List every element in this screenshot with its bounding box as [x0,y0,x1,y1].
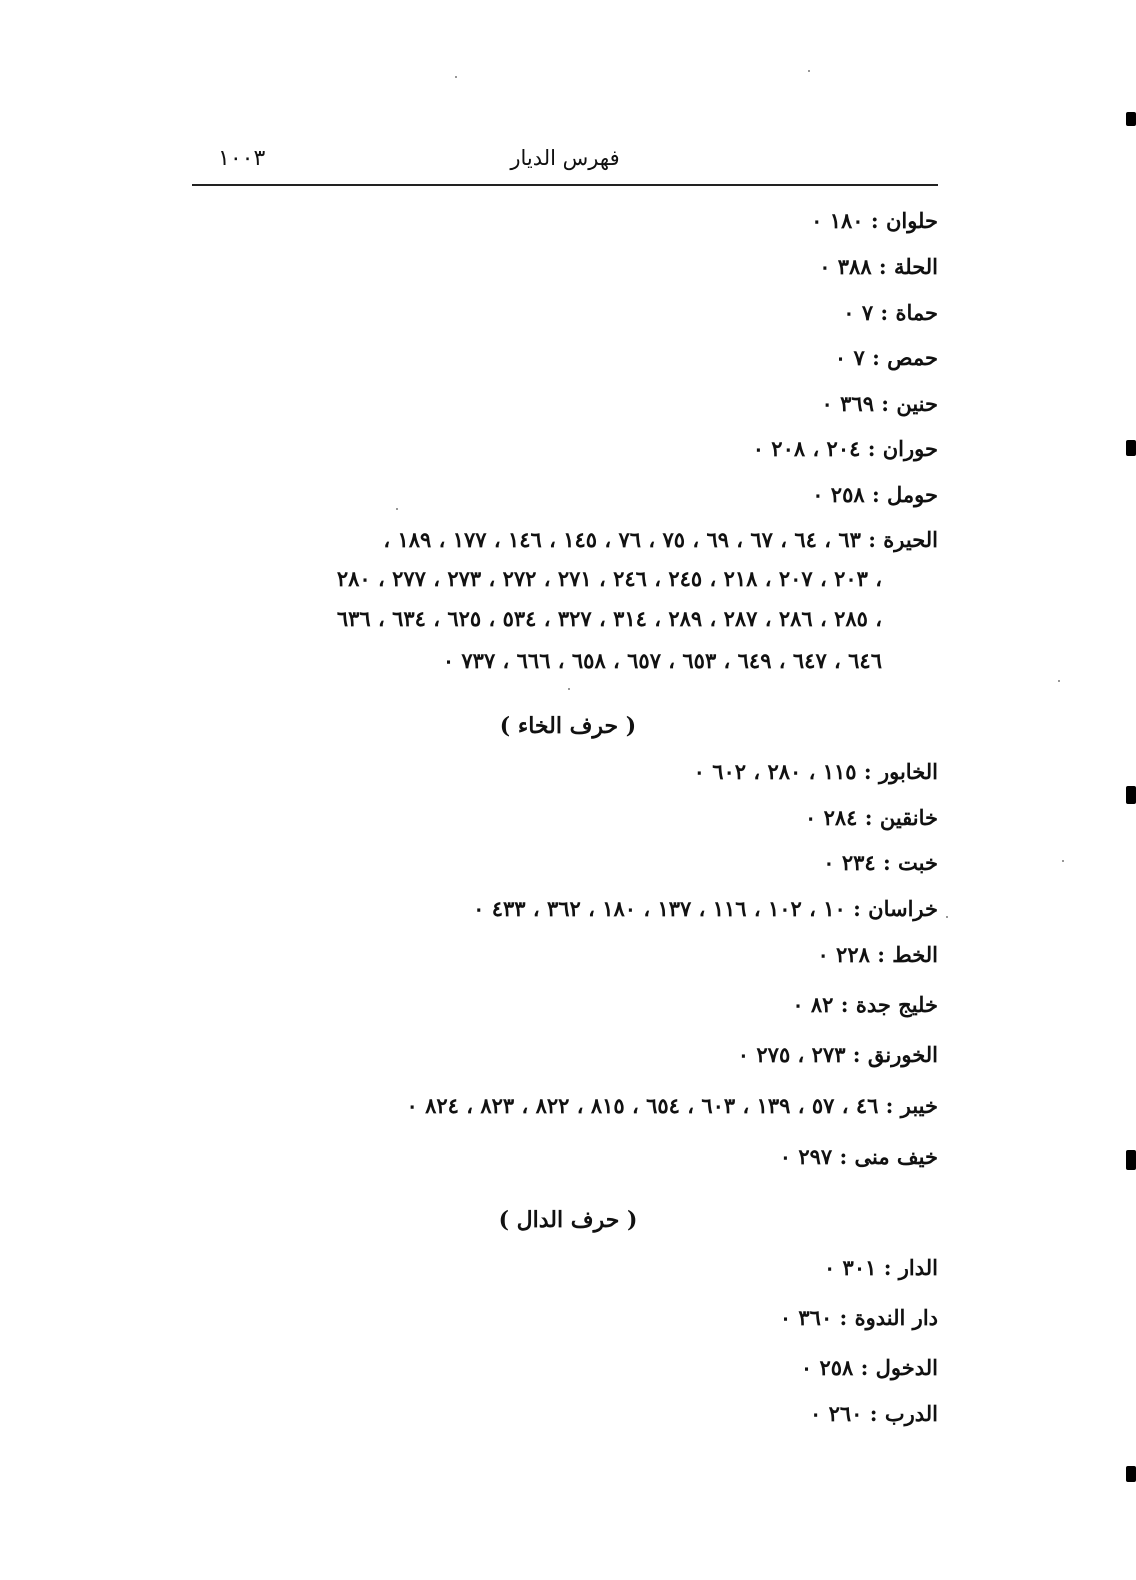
index-entry: خراسان : ١٠ ، ١٠٢ ، ١١٦ ، ١٣٧ ، ١٨٠ ، ٣٦٢ ، ٤٣٣ ٠ [473,896,938,921]
running-title: فهرس الديار [510,146,620,170]
index-entry: خيف منى : ٢٩٧ ٠ [779,1144,938,1169]
scan-edge-mark [1126,440,1136,456]
index-entry: الخورنق : ٢٧٣ ، ٢٧٥ ٠ [737,1042,938,1067]
scan-edge-mark [1126,1150,1136,1170]
index-entry: الحيرة : ٦٣ ، ٦٤ ، ٦٧ ، ٦٩ ، ٧٥ ، ٧٦ ، ١٤٥ ، ١٤٦ ، ١٧٧ ، ١٨٩ ، [383,527,938,552]
index-entry: الدخول : ٢٥٨ ٠ [800,1355,938,1380]
scan-speck [455,76,457,78]
index-entry: الدار : ٣٠١ ٠ [823,1255,938,1280]
index-entry-continuation: ٢٨٥ ، ٢٨٦ ، ٢٨٧ ، ٢٨٩ ، ٣١٤ ، ٣٢٧ ، ٥٣٤ ، ٦٢٥ ، ٦٣٤ ، ٦٣٦ ، [336,606,882,631]
scan-edge-mark [1126,786,1136,804]
index-entry: خانقين : ٢٨٤ ٠ [805,805,938,830]
index-entry: خيبر : ٤٦ ، ٥٧ ، ١٣٩ ، ٦٠٣ ، ٦٥٤ ، ٨١٥ ، ٨٢٢ ، ٨٢٣ ، ٨٢٤ ٠ [406,1093,938,1118]
index-entry: حوران : ٢٠٤ ، ٢٠٨ ٠ [752,436,938,461]
index-entry: الدرب : ٢٦٠ ٠ [810,1401,938,1426]
scan-speck [808,70,810,72]
index-entry: حمص : ٧ ٠ [834,345,938,370]
scan-edge-mark [1126,112,1136,126]
scan-speck [946,916,948,918]
index-entry-continuation: ٢٠٣ ، ٢٠٧ ، ٢١٨ ، ٢٤٥ ، ٢٤٦ ، ٢٧١ ، ٢٧٢ ، ٢٧٣ ، ٢٧٧ ، ٢٨٠ ، [336,566,882,591]
index-entry: الحلة : ٣٨٨ ٠ [819,254,938,279]
page-header [192,140,938,186]
index-entry: الخابور : ١١٥ ، ٢٨٠ ، ٦٠٢ ٠ [693,759,938,784]
scan-speck [568,688,570,690]
scan-edge-mark [1126,1466,1136,1482]
index-entry-continuation: ٦٤٦ ، ٦٤٧ ، ٦٤٩ ، ٦٥٣ ، ٦٥٧ ، ٦٥٨ ، ٦٦٦ ، ٧٣٧ ٠ [442,648,882,673]
scan-speck [396,508,398,510]
index-entry: دار الندوة : ٣٦٠ ٠ [779,1305,938,1330]
section-heading-dal: ( حرف الدال ) [498,1207,638,1233]
page-number: ١٠٠٣ [218,146,266,171]
scan-speck [1062,860,1064,862]
index-entry: حومل : ٢٥٨ ٠ [812,482,938,507]
section-heading-kha: ( حرف الخاء ) [499,713,637,739]
scan-speck [1058,680,1060,682]
index-entry: خبت : ٢٣٤ ٠ [823,850,938,875]
index-entry: خليج جدة : ٨٢ ٠ [792,992,938,1017]
index-entry: حماة : ٧ ٠ [843,300,938,325]
index-entry: الخط : ٢٢٨ ٠ [817,942,938,967]
index-entry: حنين : ٣٦٩ ٠ [821,391,938,416]
index-entry: حلوان : ١٨٠ ٠ [811,208,938,233]
